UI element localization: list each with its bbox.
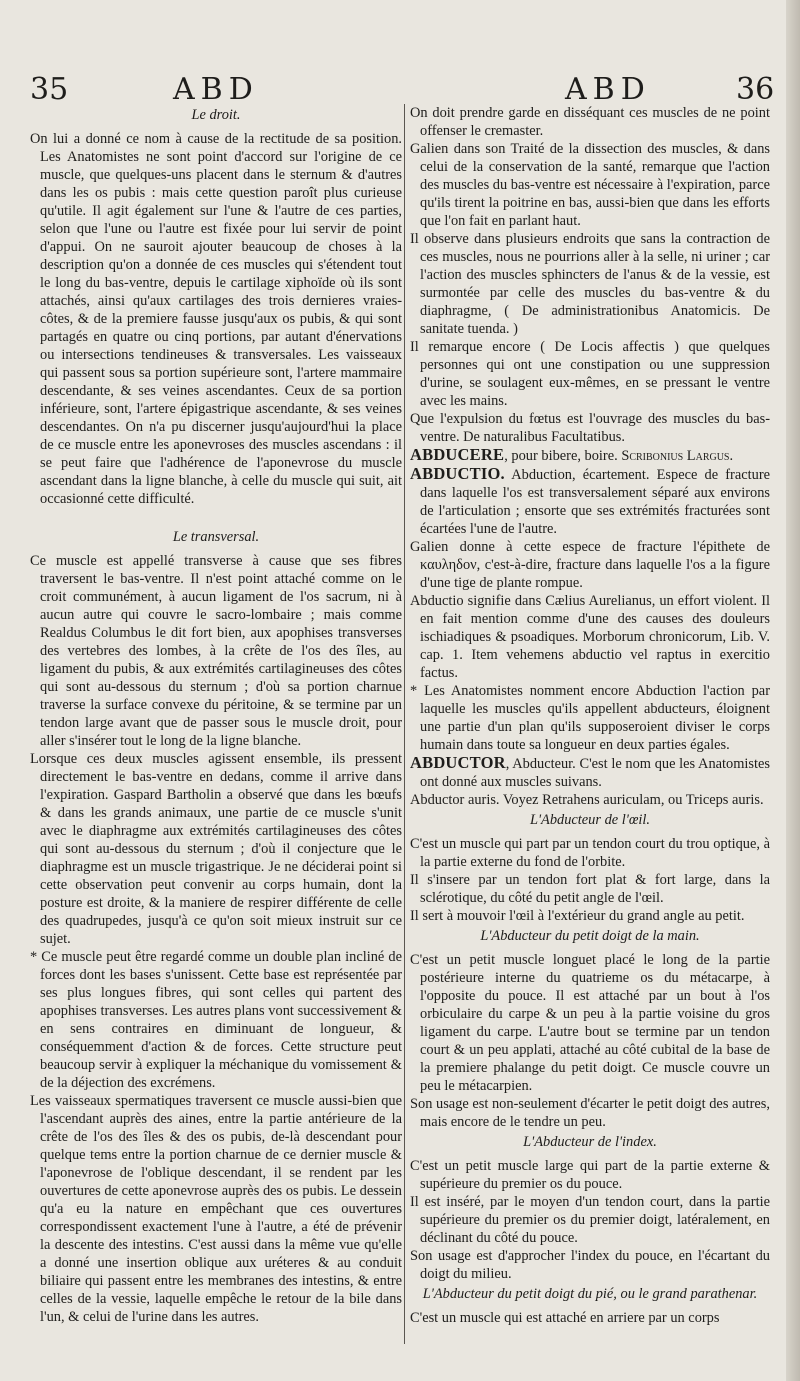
right-column <box>410 104 770 1374</box>
dictionary-entry <box>410 465 770 538</box>
paragraph: Galien donne à cette espece de fracture l'épithete de καυληδον, c'est-à-dire, fracture dans laquelle l'os a la figure d'une tige de plante rompue. <box>410 539 770 591</box>
left-column <box>30 104 402 1374</box>
paragraph: Il remarque encore ( De Locis affectis ) que quelques personnes qui ont une constipation ou une suppression d'urine, se soulagent eux-mêmes, en se pressant le ventre avec les mains. <box>410 339 770 409</box>
page-edge-shadow <box>786 0 800 1381</box>
paragraph: Il sert à mouvoir l'œil à l'extérieur du grand angle au petit. <box>410 908 745 924</box>
paragraph: Il observe dans plusieurs endroits que sans la contraction de ces muscles, nous ne pourrions aller à la selle, ni uriner ; car l'action des muscles sphincters de l'anus & de la vessie, est surmontée par celle des muscles du bas-ventre & du diaphragme, ( De administrationibus Anatomicis. De sanitate tuenda. ) <box>410 231 770 337</box>
entry-headword: ABDUCTIO. <box>410 464 505 483</box>
paragraph: C'est un petit muscle large qui part de la partie externe & supérieure du premier os du pouce. <box>410 1158 770 1192</box>
section-heading: L'Abducteur du petit doigt du pié, ou le grand parathenar. <box>422 1286 758 1302</box>
entry-headword: ABDUCTOR <box>410 753 506 772</box>
paragraph: Que l'expulsion du fœtus est l'ouvrage des muscles du bas-ventre. De naturalibus Facultatibus. <box>410 411 770 445</box>
paragraph: C'est un muscle qui part par un tendon court du trou optique, à la partie externe du fond de l'orbite. <box>410 836 770 870</box>
left-running-title: ABD <box>173 72 259 107</box>
paragraph: Lorsque ces deux muscles agissent ensemble, ils pressent directement le bas-ventre en dedans, comme il arrive dans l'expiration. Gaspard Bartholin a observé que dans les bœufs & dans les grands animaux, une partie de ce muscle s'unit avec le diaphragme aux extrémités cartilagineuses des côtes qui sont au-dessous du sternum ; d'où il conjecture que le diaphragme est un muscle trigastrique. Je ne déciderai point si cette observation peut convenir au corps humain, dont la posture est droite, & la maniere de respirer différente de celle des quadrupedes, jusqu'à ce qu'on soit mieux instruit sur ce sujet. <box>30 751 402 947</box>
paragraph: Galien dans son Traité de la dissection des muscles, & dans celui de la conservation de la santé, remarque que l'action des muscles du bas-ventre est nécessaire à l'expiration, parce qu'ils tirent la poitrine en bas, aussi-bien que dans les efforts que l'on fait en parlant haut. <box>410 141 770 229</box>
column-divider <box>404 104 405 1344</box>
paragraph: Les vaisseaux spermatiques traversent ce muscle aussi-bien que l'ascendant auprès des aines, entre la partie antérieure de la crête de l'os des îles & des os pubis, de-là descendant pour quelque tems entre la portion charnue de ce dernier muscle & l'aponevrose de l'oblique descendant, il se rendent par les ouvertures de cette aponevrose auprès des os pubis. Le dessein qu'a eu la nature en empêchant que ces ouvertures correspondissent exactement l'une à l'autre, a été de prévenir la descente des intestins. C'est aussi dans la même vue qu'elle a donné une insertion oblique aux uréteres & au conduit biliaire qui passent entre les membranes des intestins, & entre celles de la vessie, laquelle empêche le retour de la bile dans l'un, & celui de l'urine dans les autres. <box>30 1093 402 1325</box>
paragraph: * Ce muscle peut être regardé comme un double plan incliné de forces dont les bases s'unissent. Cette base est représentée par ses plus longues fibres, qui sont celles qui partent des apophises transverses. Les autres plans vont successivement & en sens contraires en diminuant de longueur, & conséquemment d'action & de forces. Cette structure peut beaucoup servir à expliquer la méchanique du vomissement & de la déjection des excrémens. <box>30 949 402 1091</box>
paragraph: Abductor auris. Voyez Retrahens auriculam, ou Triceps auris. <box>410 792 764 808</box>
dictionary-entry <box>410 446 770 465</box>
paragraph: On doit prendre garde en disséquant ces muscles de ne point offenser le cremaster. <box>410 105 770 139</box>
spacer <box>30 508 402 526</box>
paragraph: Ce muscle est appellé transverse à cause que ses fibres traversent le bas-ventre. Il n'est point attaché comme on le croit communément, à aucun ligament de l'os sacrum, ni à aucun autre qui couvre le sacro-lombaire ; mais comme Realdus Columbus le dit fort bien, aux apophises transverses des vertebres des lombes, à la crête de l'os des îles, au ligament du pubis, & aux extrémités cartilagineuses des côtes qui sont au-dessous du sternum ; d'où sa portion charnue traverse la surface convexe du péritoine, & se termine par un tendon large avant que de passer sous le muscle droit, pour aller s'insérer tout le long de la ligne blanche. <box>30 553 402 749</box>
entry-text: , Abducteur. C'est le nom que les Anatomistes ont donné aux muscles suivans. <box>420 756 770 790</box>
paragraph: * Les Anatomistes nomment encore Abduction l'action par laquelle les muscles qu'ils appellent abducteurs, éloignent une partie d'un plan qu'ils supposeroient diviser le corps humain dans toute sa longueur en deux parties égales. <box>410 683 770 753</box>
section-heading: Le transversal. <box>172 529 260 545</box>
right-page-number: 36 <box>736 72 775 107</box>
paragraph: Son usage est d'approcher l'index du pouce, en l'écartant du doigt du milieu. <box>410 1248 770 1282</box>
right-running-title: ABD <box>565 72 651 107</box>
dictionary-entry <box>410 754 770 791</box>
section-heading: Le droit. <box>191 107 241 123</box>
paragraph: Son usage est non-seulement d'écarter le petit doigt des autres, mais encore de le tendre un peu. <box>410 1096 770 1130</box>
section-heading: L'Abducteur du petit doigt de la main. <box>480 928 700 944</box>
paragraph: C'est un muscle qui est attaché en arriere par un corps <box>410 1310 720 1326</box>
left-page-number: 35 <box>30 72 69 107</box>
paragraph: Il est inséré, par le moyen d'un tendon court, dans la partie supérieure du premier os du premier doigt, latéralement, en déclinant du côté du pouce. <box>410 1194 770 1246</box>
paragraph: Abductio signifie dans Cælius Aurelianus, un effort violent. Il en fait mention comme d'une des causes des douleurs ischiadiques & psoadiques. Morborum chronicorum, Lib. V. cap. 1. Item vehemens abductio vel raptus in exercitio factus. <box>410 593 770 681</box>
entry-text: , pour bibere, boire. <box>504 448 618 464</box>
entry-headword: ABDUCERE <box>410 445 505 464</box>
entry-reference: Scribonius Largus. <box>621 448 734 464</box>
section-heading: L'Abducteur de l'œil. <box>529 812 651 828</box>
paragraph: On lui a donné ce nom à cause de la rectitude de sa position. Les Anatomistes ne sont point d'accord sur l'origine de ce muscle, que quelques-uns placent dans le sternum & d'autres dans les os pubis : mais cette question paroît plus curieuse qu'utile. Il agit également sur l'une & l'autre de ces parties, selon que l'une ou l'autre est fixée pour lui servir de point d'appui. On ne sauroit ajouter beaucoup de choses à la description qu'on a donnée de ces muscles qui s'étendent tout le long du bas-ventre, depuis le cartilage xiphoïde où ils sont attachés, ainsi qu'aux cartilages des trois dernieres vraies-côtes, & de la premiere fausse jusqu'aux os pubis, & qui sont partagés en quatre ou cinq portions, par autant d'énervations ou intersections tendineuses & transversales. Les vaisseaux qui passent sous sa portion supérieure sont, l'artere mammaire descendante, & ses veines ascendantes. Ceux de sa portion inférieure, sont, l'artere épigastrique ascendante, & ses veines descendantes. On n'a pu discerner jusqu'aujourd'hui la place de ce muscle entre les aponevroses des muscles ascendans : il se peut faire que l'adhérence de l'aponevrose du muscle ascendant dans la ligne blanche, à celle du muscle qui suit, ait occasionné cette difficulté. <box>30 131 402 507</box>
paragraph: C'est un petit muscle longuet placé le long de la partie postérieure interne du quatrieme os du métacarpe, à l'opposite du pouce. Il est attaché par un bout à l'os orbiculaire du carpe & un peu à la partie voisine du gros ligament du carpe. L'autre bout se termine par un tendon court & un peu applati, attaché au côté cubital de la base de la premiere phalange du petit doigt. Ce muscle couvre un peu le métacarpien. <box>410 952 770 1094</box>
section-heading: L'Abducteur de l'index. <box>523 1134 657 1150</box>
entry-text: Abduction, écartement. Espece de fracture dans laquelle l'os est transversalement séparé aux environs de l'articulation ; ensorte que ses extrémités fracturées sont écartées l'une de l'autre. <box>420 467 770 537</box>
paragraph: Il s'insere par un tendon fort plat & fort large, dans la sclérotique, du côté du petit angle de l'œil. <box>410 872 770 906</box>
